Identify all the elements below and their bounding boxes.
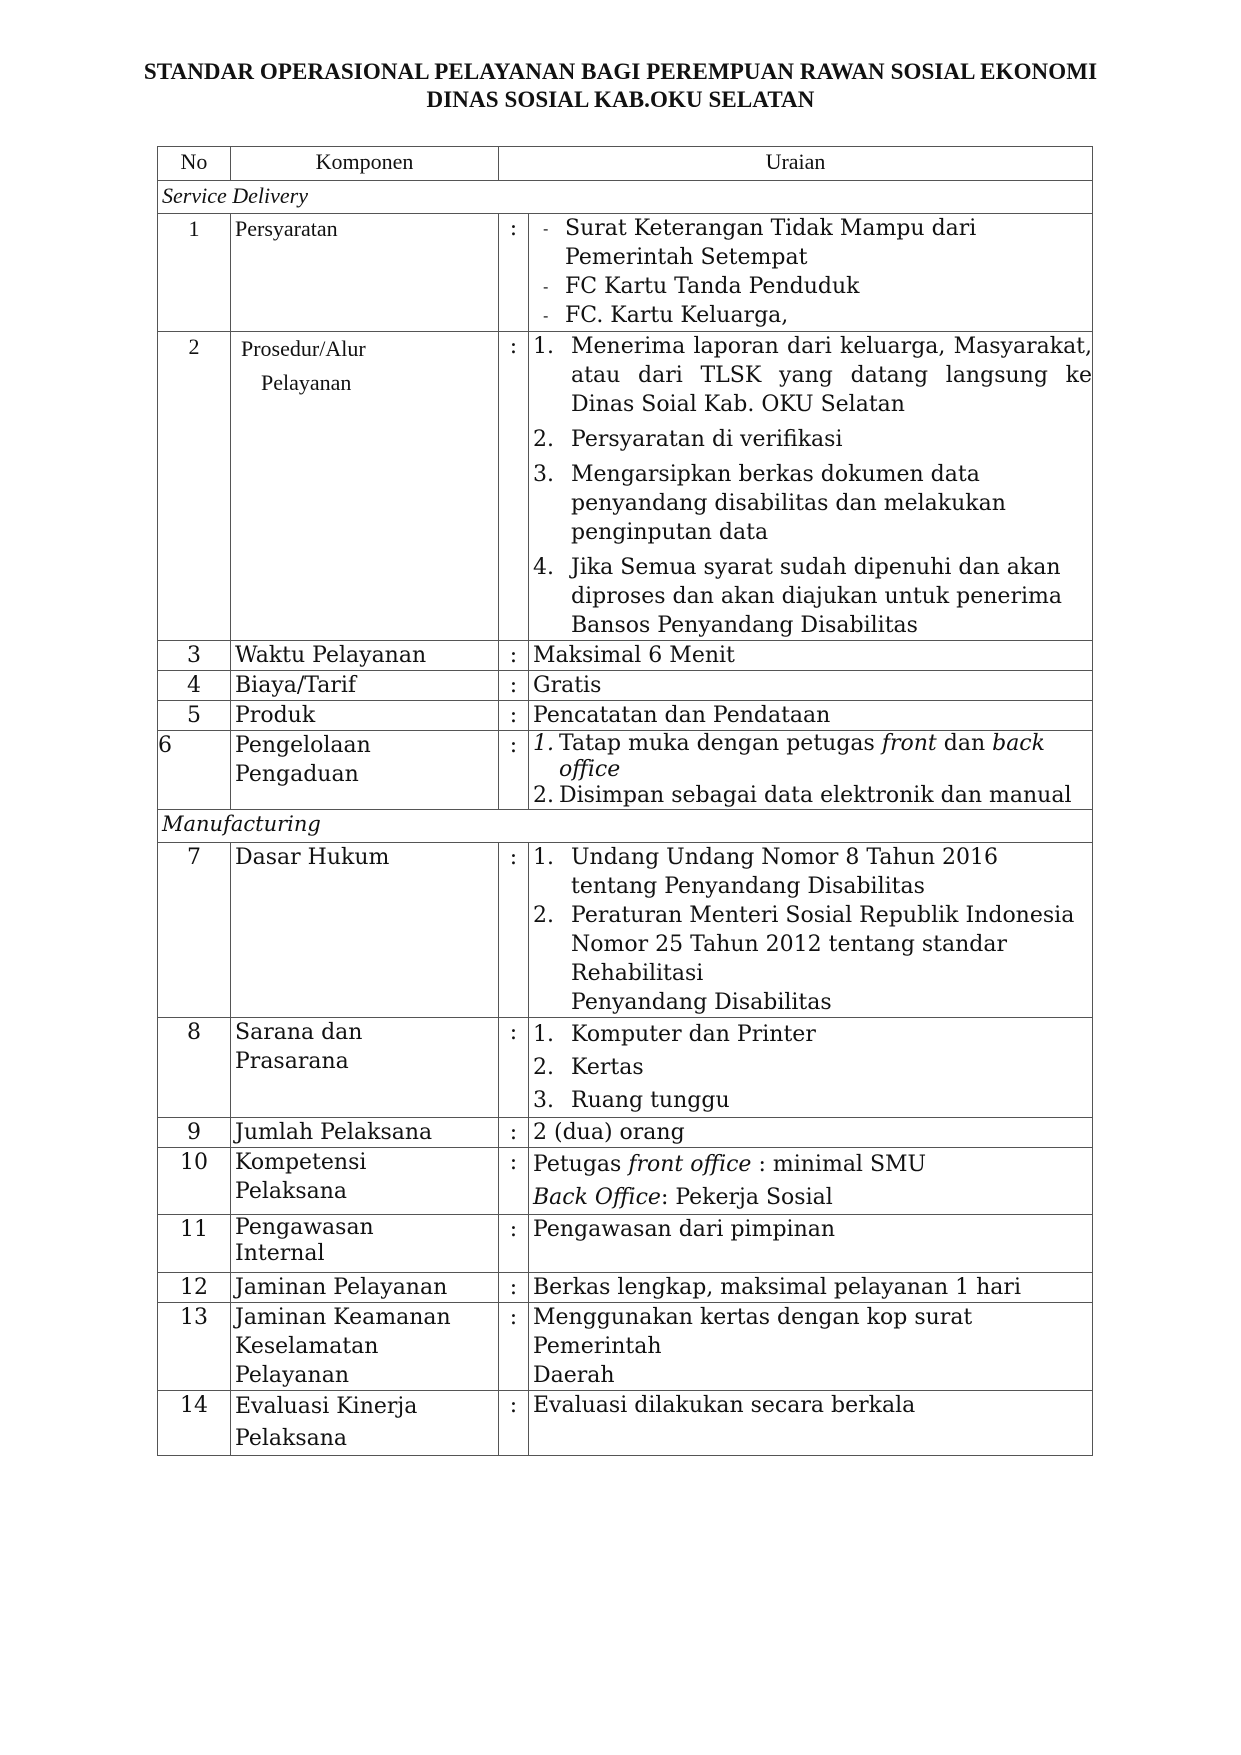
- table-row: [158, 671, 1093, 701]
- row-colon: :: [499, 214, 529, 332]
- row-uraian: Pengawasan dari pimpinan: [529, 1215, 1093, 1273]
- row-uraian: Gratis: [529, 671, 1093, 701]
- row-colon: :: [499, 1391, 529, 1456]
- row-no: 5: [158, 701, 231, 731]
- row-uraian: Berkas lengkap, maksimal pelayanan 1 hari: [529, 1273, 1093, 1303]
- row-uraian: Petugas front office : minimal SMU Back Office: Pekerja Sosial: [529, 1148, 1093, 1215]
- section-row: [158, 181, 1093, 214]
- row-colon: :: [499, 1273, 529, 1303]
- row-komponen: Pengawasan Internal: [231, 1215, 499, 1273]
- row-uraian: 2 (dua) orang: [529, 1118, 1093, 1148]
- row-colon: :: [499, 1148, 529, 1215]
- row-uraian: Evaluasi dilakukan secara berkala: [529, 1391, 1093, 1456]
- row-colon: :: [499, 843, 529, 1018]
- header-komponen: Komponen: [231, 147, 499, 181]
- row-uraian: [529, 1018, 1093, 1118]
- row-colon: :: [499, 671, 529, 701]
- list-item: 1. Tatap muka dengan petugas front dan back office: [533, 731, 1045, 782]
- list-item: 1. Komputer dan Printer: [533, 1022, 816, 1047]
- row-no: 13: [158, 1303, 231, 1391]
- row-komponen: Biaya/Tarif: [231, 671, 499, 701]
- table-row: [158, 701, 1093, 731]
- row-colon: :: [499, 332, 529, 641]
- row-no: 8: [158, 1018, 231, 1118]
- document-title: [0, 58, 1241, 114]
- row-colon: :: [499, 1118, 529, 1148]
- row-no: 11: [158, 1215, 231, 1273]
- list-item: 3. Ruang tunggu: [533, 1088, 730, 1113]
- row-uraian: Menggunakan kertas dengan kop surat Pemerintah Daerah: [529, 1303, 1093, 1391]
- list-item: 1. Menerima laporan dari keluarga, Masyarakat, atau dari TLSK yang datang langsung ke Dinas Soial Kab. OKU Selatan: [533, 334, 1093, 417]
- row-komponen: Kompetensi Pelaksana: [231, 1148, 499, 1215]
- row-colon: :: [499, 701, 529, 731]
- list-item: - FC. Kartu Keluarga,: [543, 303, 789, 328]
- list-item: 2. Disimpan sebagai data elektronik dan manual: [533, 783, 1072, 808]
- table-row: [158, 641, 1093, 671]
- row-komponen: Dasar Hukum: [231, 843, 499, 1018]
- table-row: [158, 843, 1093, 1018]
- header-no: No: [158, 147, 231, 181]
- table-row: [158, 1148, 1093, 1215]
- list-item: 2. Kertas: [533, 1055, 644, 1080]
- row-uraian: Pencatatan dan Pendataan: [529, 701, 1093, 731]
- table-row: [158, 214, 1093, 332]
- list-item: - FC Kartu Tanda Penduduk: [543, 274, 860, 299]
- row-no: 2: [158, 332, 231, 641]
- row-komponen: Sarana dan Prasarana: [231, 1018, 499, 1118]
- section-service-delivery: Service Delivery: [158, 181, 1093, 214]
- row-no: 3: [158, 641, 231, 671]
- row-uraian: [529, 332, 1093, 641]
- row-komponen: Persyaratan: [231, 214, 499, 332]
- table-row: [158, 1018, 1093, 1118]
- table-row: [158, 1303, 1093, 1391]
- row-uraian: Maksimal 6 Menit: [529, 641, 1093, 671]
- row-komponen: Jaminan Keamanan Keselamatan Pelayanan: [231, 1303, 499, 1391]
- row-komponen: Pengelolaan Pengaduan: [231, 731, 499, 810]
- sop-table: [157, 146, 1093, 1456]
- row-no: 4: [158, 671, 231, 701]
- row-no: 12: [158, 1273, 231, 1303]
- table-row: [158, 332, 1093, 641]
- row-colon: :: [499, 641, 529, 671]
- row-komponen: Jaminan Pelayanan: [231, 1273, 499, 1303]
- row-uraian: [529, 214, 1093, 332]
- row-colon: :: [499, 1018, 529, 1118]
- title-line-2: DINAS SOSIAL KAB.OKU SELATAN: [426, 87, 815, 112]
- row-komponen: Jumlah Pelaksana: [231, 1118, 499, 1148]
- row-no: 9: [158, 1118, 231, 1148]
- list-item: 2. Persyaratan di verifikasi: [533, 427, 843, 452]
- row-no: 14: [158, 1391, 231, 1456]
- section-manufacturing: Manufacturing: [158, 810, 1093, 843]
- row-no: 6: [158, 731, 231, 810]
- row-komponen: Evaluasi Kinerja Pelaksana: [231, 1391, 499, 1456]
- list-item: 1. Undang Undang Nomor 8 Tahun 2016 tentang Penyandang Disabilitas: [533, 845, 998, 899]
- section-row: [158, 810, 1093, 843]
- row-colon: :: [499, 1303, 529, 1391]
- header-uraian: Uraian: [499, 147, 1093, 181]
- row-no: 1: [158, 214, 231, 332]
- row-komponen: Prosedur/Alur Pelayanan: [231, 332, 499, 641]
- title-line-1: STANDAR OPERASIONAL PELAYANAN BAGI PEREMPUAN RAWAN SOSIAL EKONOMI: [143, 59, 1098, 84]
- row-komponen: Waktu Pelayanan: [231, 641, 499, 671]
- row-uraian: [529, 731, 1093, 810]
- row-no: 10: [158, 1148, 231, 1215]
- list-item: 3. Mengarsipkan berkas dokumen data penyandang disabilitas dan melakukan penginputan data: [533, 462, 1006, 545]
- row-komponen: Produk: [231, 701, 499, 731]
- list-item: - Surat Keterangan Tidak Mampu dari Pemerintah Setempat: [543, 216, 977, 270]
- table-row: [158, 1391, 1093, 1456]
- row-colon: :: [499, 1215, 529, 1273]
- table-row: [158, 1273, 1093, 1303]
- row-no: 7: [158, 843, 231, 1018]
- table-header-row: [158, 147, 1093, 181]
- row-uraian: [529, 843, 1093, 1018]
- list-item: 2. Peraturan Menteri Sosial Republik Indonesia Nomor 25 Tahun 2012 tentang standar Rehabilitasi Penyandang Disabilitas: [533, 903, 1075, 1015]
- table-row: [158, 1118, 1093, 1148]
- table-row: [158, 731, 1093, 810]
- list-item: 4. Jika Semua syarat sudah dipenuhi dan akan diproses dan akan diajukan untuk penerima Bansos Penyandang Disabilitas: [533, 555, 1062, 638]
- table-row: [158, 1215, 1093, 1273]
- row-colon: :: [499, 731, 529, 810]
